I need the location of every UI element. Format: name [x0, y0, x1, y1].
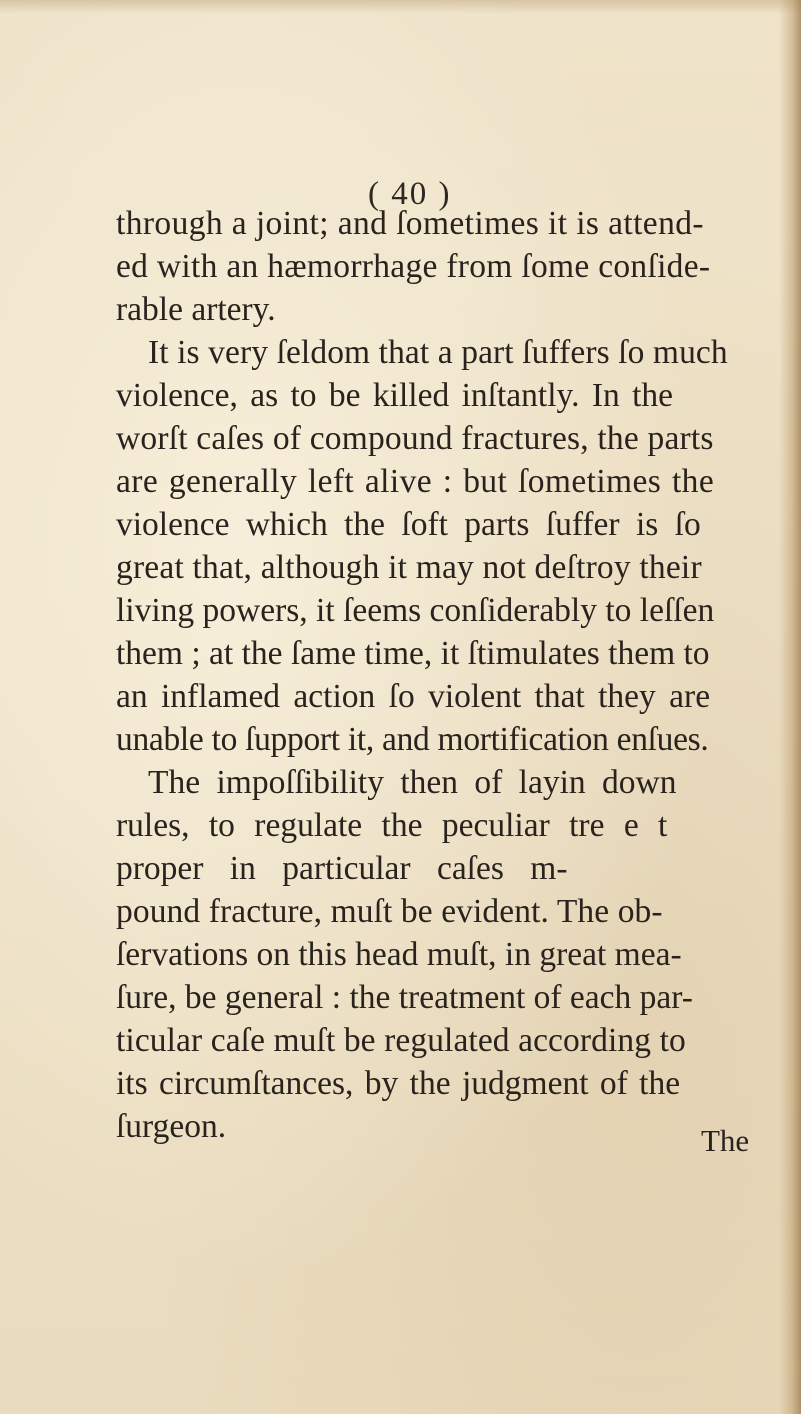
text-line: through a joint; and ſometimes it is attend- — [116, 205, 704, 242]
text-line: ſure, be general : the treatment of each par- — [116, 979, 693, 1016]
text-line: ticular caſe muſt be regulated according to — [116, 1022, 686, 1059]
text-line: violence which the ſoft parts ſuffer is ſo — [116, 506, 701, 543]
text-line: its circumſtances, by the judgment of the — [116, 1065, 681, 1102]
text-line: rable artery. — [116, 291, 276, 328]
text-line: The impoſſibility then of layin down — [148, 764, 677, 801]
text-line: violence, as to be killed inſtantly. In the — [116, 377, 674, 414]
text-line: worſt caſes of compound fractures, the parts — [116, 420, 714, 457]
text-line: living powers, it ſeems conſiderably to leſſen — [116, 592, 715, 629]
text-line: ed with an hæmorrhage from ſome conſide- — [116, 248, 711, 285]
text-line: great that, although it may not deſtroy their — [116, 549, 702, 586]
text-line: pound fracture, muſt be evident. The ob- — [116, 893, 663, 930]
text-line: ſurgeon. — [116, 1108, 227, 1145]
catchword: The — [701, 1123, 750, 1158]
text-line: ſervations on this head muſt, in great mea- — [116, 936, 682, 973]
text-line: an inflamed action ſo violent that they are — [116, 678, 711, 715]
text-line: unable to ſupport it, and mortification enſues. — [116, 721, 709, 758]
text-line: It is very ſeldom that a part ſuffers ſo much — [148, 334, 728, 371]
text-line: them ; at the ſame time, it ſtimulates them to — [116, 635, 710, 672]
text-line: are generally left alive : but ſometimes the — [116, 463, 715, 500]
text-line: proper in particular caſes m- — [116, 850, 568, 887]
page-number: ( 40 ) — [368, 176, 452, 212]
text-line: rules, to regulate the peculiar tre e t — [116, 807, 668, 844]
